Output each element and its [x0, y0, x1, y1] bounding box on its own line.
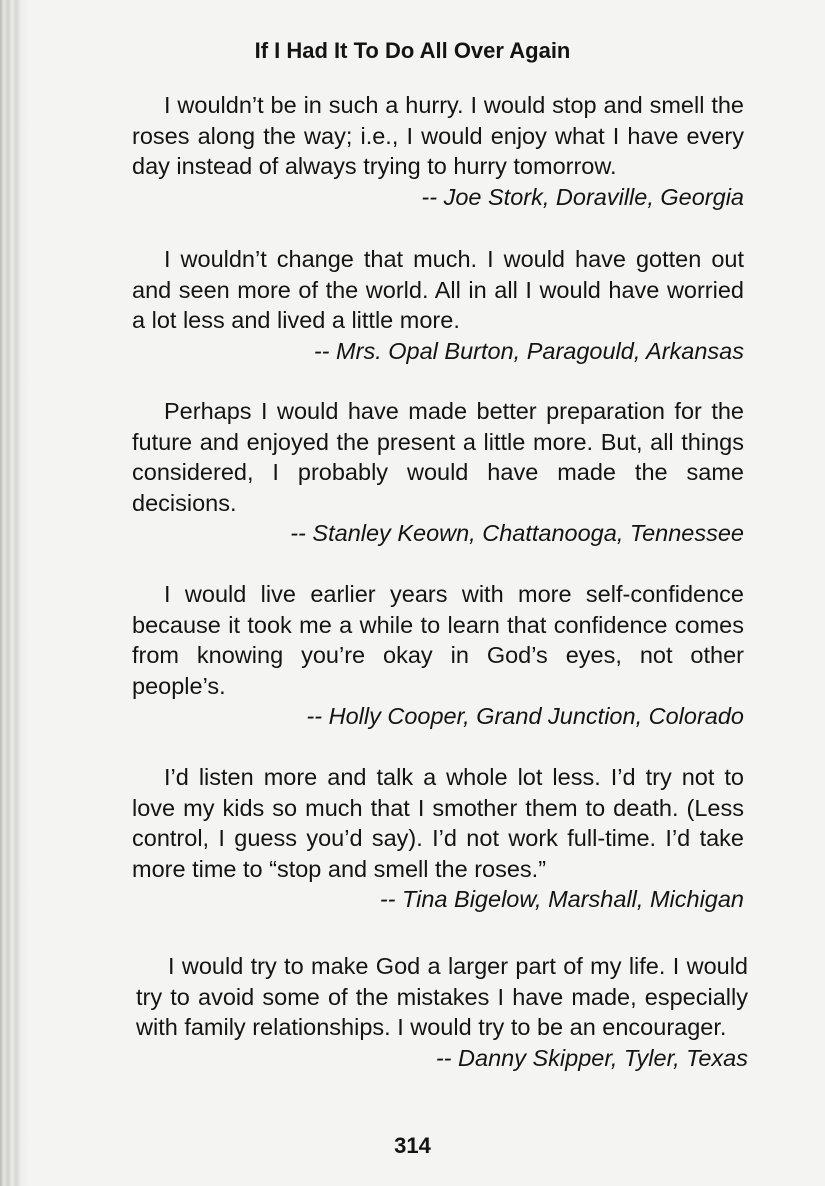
- testimonial-quote: I would live earlier years with more self-confidence because it took me a while to learn that confidence comes from knowing you’re okay in God’s eyes, not other people’s.: [132, 581, 744, 699]
- testimonial-quote: I’d listen more and talk a whole lot less. I’d try not to love my kids so much that I smother them to death. (Less control, I guess you’d say). I’d not work full-time. I’d take more time to “stop and smell the roses.”: [132, 764, 744, 882]
- testimonial-quote: I wouldn’t be in such a hurry. I would stop and smell the roses along the way; i.e., I would enjoy what I have every day instead of always trying to hurry tomorrow.: [132, 92, 744, 179]
- testimonial-entry: [132, 762, 744, 915]
- testimonial-entry: [132, 244, 744, 366]
- page-title: If I Had It To Do All Over Again: [254, 38, 571, 63]
- testimonial-attribution: -- Tina Bigelow, Marshall, Michigan: [379, 886, 744, 912]
- page-number: 314: [394, 1133, 431, 1158]
- testimonial-attribution: -- Mrs. Opal Burton, Paragould, Arkansas: [313, 337, 744, 364]
- testimonial-quote: I would try to make God a larger part of my life. I would try to avoid some of the mistakes I have made, especially with family relationships. I would try to be an encourager.: [136, 953, 748, 1040]
- testimonial-entry: [132, 396, 744, 549]
- testimonial-quote: Perhaps I would have made better preparation for the future and enjoyed the present a little more. But, all things considered, I probably would have made the same decisions.: [132, 398, 744, 516]
- testimonial-entry: [136, 951, 748, 1073]
- testimonial-attribution: -- Stanley Keown, Chattanooga, Tennessee: [290, 520, 744, 546]
- page-binding-edge: [0, 0, 30, 1186]
- testimonial-quote: I wouldn’t change that much. I would have gotten out and seen more of the world. All in all I would have worried a lot less and lived a little more.: [132, 246, 744, 333]
- testimonial-attribution: -- Danny Skipper, Tyler, Texas: [435, 1044, 748, 1071]
- testimonial-attribution: -- Joe Stork, Doraville, Georgia: [421, 183, 744, 210]
- testimonial-entry: [132, 90, 744, 212]
- testimonial-entry: [132, 579, 744, 732]
- testimonial-attribution: -- Holly Cooper, Grand Junction, Colorado: [306, 703, 744, 729]
